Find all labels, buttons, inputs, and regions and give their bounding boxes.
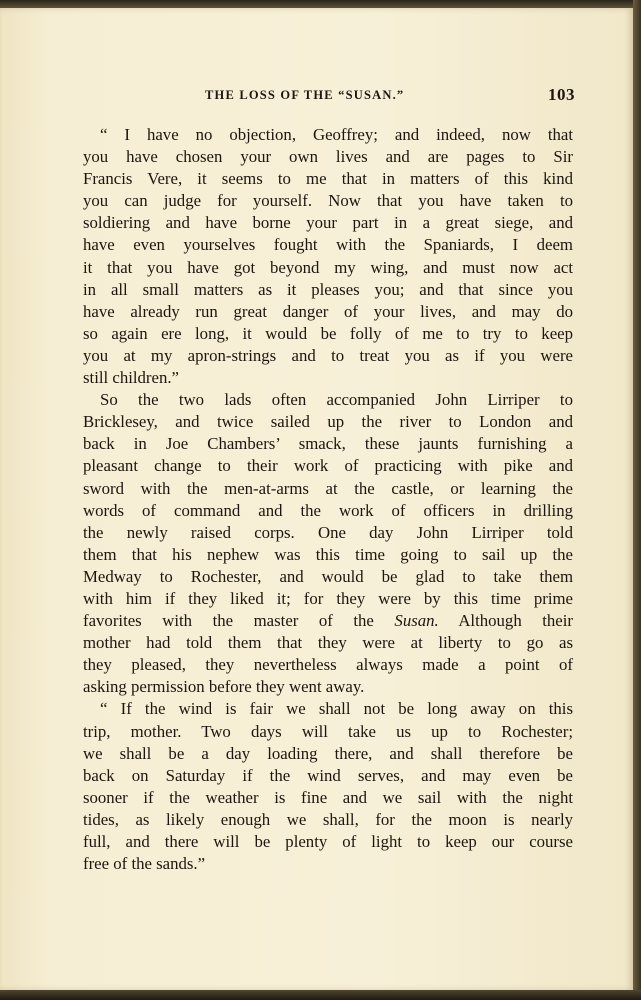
text-line: sword with the men-at-arms at the castle, or learning the [83, 478, 573, 498]
text-line: it that you have got beyond my wing, and must now act [83, 257, 573, 277]
text-line: “ I have no objection, Geoffrey; and indeed, now that [100, 125, 573, 144]
book-bottom-edge [0, 990, 641, 1000]
text-line: you can judge for yourself. Now that you have taken to [83, 191, 573, 211]
text-line: trip, mother. Two days will take us up to Rochester; [83, 721, 573, 741]
text-line: have even yourselves fought with the Spaniards, I deem [83, 235, 573, 255]
body-text [83, 124, 573, 875]
text-line: them that his nephew was this time going to sail up the [83, 544, 573, 564]
text-line: asking permission before they went away. [83, 677, 365, 697]
text-line: with him if they liked it; for they were by this time prime [83, 588, 573, 608]
ship-name-italic: Susan. [394, 611, 439, 631]
text-line: Medway to Rochester, and would be glad to take them [83, 566, 573, 586]
text-line: free of the sands.” [83, 854, 206, 874]
text-line: full, and there will be plenty of light to keep our course [83, 832, 573, 851]
running-head [83, 85, 575, 109]
text-line: back in Joe Chambers’ smack, these jaunts furnishing a [83, 434, 573, 454]
text-line: you at my apron-strings and to treat you as if you were [83, 345, 573, 365]
text-line: the newly raised corps. One day John Lirriper told [83, 522, 573, 542]
text-line: still children.” [83, 368, 180, 388]
text-line: Francis Vere, it seems to me that in matters of this kind [83, 169, 573, 189]
text-line: so again ere long, it would be folly of me to try to keep [83, 323, 573, 343]
text-line: sooner if the weather is fine and we sail with the night [83, 787, 573, 807]
book-top-edge [0, 0, 641, 8]
text-line: have already run great danger of your lives, and may do [83, 301, 573, 321]
text-line: pleasant change to their work of practicing with pike and [83, 456, 573, 476]
text-line: you have chosen your own lives and are pages to Sir [83, 147, 573, 167]
book-spine-edge [633, 0, 641, 1000]
text-line: favorites with the master of the Susan. Although their [83, 611, 573, 631]
text-line: tides, as likely enough we shall, for the moon is nearly [83, 809, 573, 829]
text-line: Bricklesey, and twice sailed up the river to London and [83, 412, 573, 432]
text-line: in all small matters as it pleases you; and that since you [83, 279, 573, 299]
page-number: 103 [548, 85, 575, 104]
text-line: words of command and the work of officers in drilling [83, 500, 573, 520]
text-line: “ If the wind is fair we shall not be long away on this [100, 699, 573, 719]
text-line: mother had told them that they were at liberty to go as [83, 633, 573, 653]
text-line: they pleased, they nevertheless always made a point of [83, 655, 573, 675]
text-line: back on Saturday if the wind serves, and may even be [83, 765, 573, 785]
text-line: So the two lads often accompanied John Lirriper to [100, 390, 573, 410]
chapter-running-title: THE LOSS OF THE “SUSAN.” [205, 88, 405, 102]
text-line: we shall be a day loading there, and shall therefore be [83, 743, 573, 763]
text-line: soldiering and have borne your part in a great siege, and [83, 213, 573, 233]
